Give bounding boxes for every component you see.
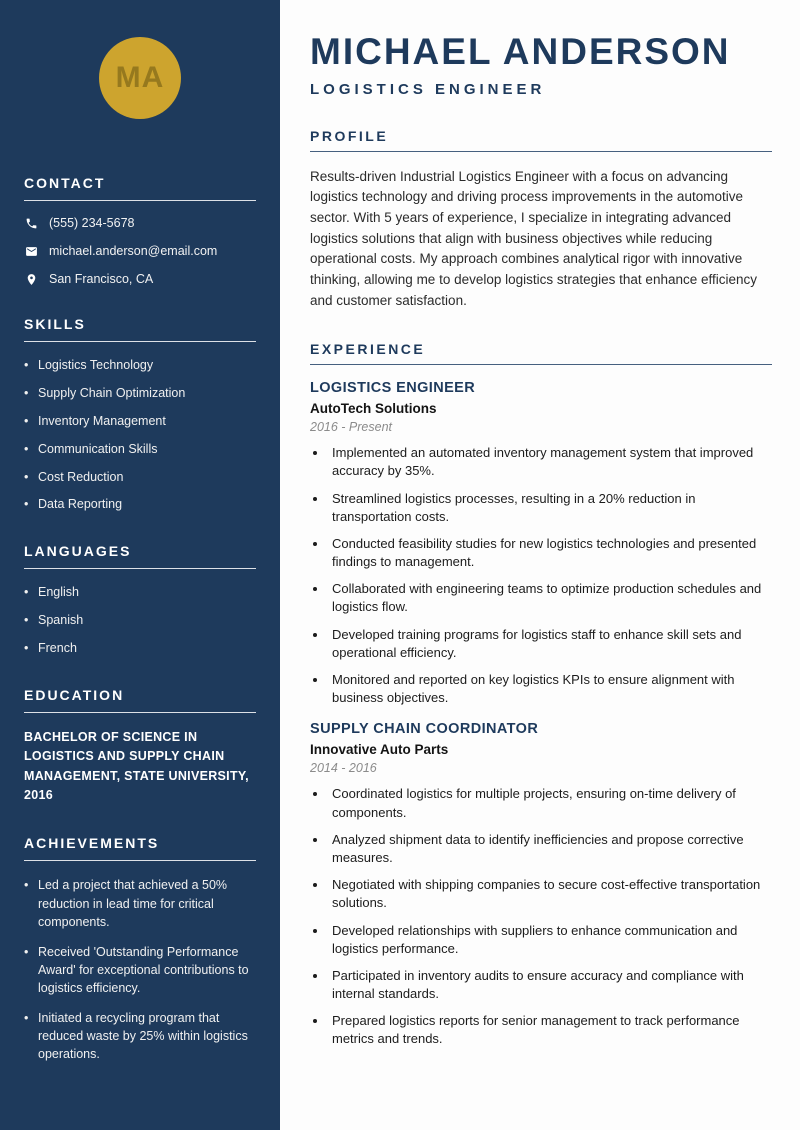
job-bullet: • Prepared logistics reports for senior management to track performance metrics and trends.: [328, 1012, 772, 1048]
candidate-job-title: LOGISTICS ENGINEER: [310, 80, 546, 98]
contact-email-text: michael.anderson@email.com: [49, 244, 218, 258]
experience-section-title: EXPERIENCE: [310, 341, 772, 365]
contact-phone-text: (555) 234-5678: [49, 216, 135, 230]
job-bullet: • Participated in inventory audits to ensure accuracy and compliance with internal standards.: [328, 967, 772, 1003]
job-bullet: • Monitored and reported on key logistics KPIs to ensure alignment with business objectives.: [328, 671, 772, 707]
contact-phone: [24, 216, 256, 230]
job-bullet: • Streamlined logistics processes, resulting in a 20% reduction in transportation costs.: [328, 490, 772, 526]
education-section-title: EDUCATION: [24, 687, 256, 713]
achievements-list: [24, 876, 256, 1063]
experience-job-2: [310, 721, 772, 1048]
job-bullet: • Conducted feasibility studies for new logistics technologies and presented findings to management.: [328, 535, 772, 571]
sidebar: [0, 0, 280, 1130]
achievements-section-title: ACHIEVEMENTS: [24, 835, 256, 861]
language-item: • English: [24, 584, 256, 601]
avatar-initials: MA: [115, 61, 165, 94]
education-section: [24, 687, 256, 806]
job-company: Innovative Auto Parts: [310, 742, 449, 758]
languages-section-title: LANGUAGES: [24, 543, 256, 569]
job-bullet: • Coordinated logistics for multiple projects, ensuring on-time delivery of components.: [328, 785, 772, 821]
location-pin-icon: [24, 272, 38, 286]
job-company: AutoTech Solutions: [310, 401, 437, 417]
profile-text: Results-driven Industrial Logistics Engineer with a focus on advancing logistics technology and driving process improvements in the automotive sector. With 5 years of experience, I specialize in integrating advanced logistics solutions that align with business objectives while reducing operational costs. My approach combines analytical rigor with innovative thinking, allowing me to develop logistics strategies that enhance efficiency and customer satisfaction.: [310, 168, 758, 308]
achievement-item: • Initiated a recycling program that reduced waste by 25% within logistics operations.: [24, 1009, 256, 1063]
phone-icon: [24, 216, 38, 230]
language-item: • Spanish: [24, 612, 256, 629]
job-bullet-list: [328, 444, 772, 707]
language-item: • French: [24, 640, 256, 657]
job-bullet: • Analyzed shipment data to identify inefficiencies and propose corrective measures.: [328, 831, 772, 867]
contact-section-title: CONTACT: [24, 175, 256, 201]
job-bullet: • Developed relationships with suppliers to enhance communication and logistics performance.: [328, 922, 772, 958]
skill-item: • Inventory Management: [24, 413, 256, 430]
contact-location-text: San Francisco, CA: [49, 272, 154, 286]
skills-section: [24, 316, 256, 513]
skill-item: • Supply Chain Optimization: [24, 385, 256, 402]
avatar: [99, 37, 181, 119]
job-bullet: • Negotiated with shipping companies to secure cost-effective transportation solutions.: [328, 876, 772, 912]
achievement-item: • Led a project that achieved a 50% reduction in lead time for critical components.: [24, 876, 256, 930]
job-dates: 2014 - 2016: [310, 761, 377, 776]
experience-job-1: [310, 380, 772, 707]
education-degree: BACHELOR OF SCIENCE IN LOGISTICS AND SUPPLY CHAIN MANAGEMENT, STATE UNIVERSITY, 2016: [24, 729, 249, 802]
job-role: SUPPLY CHAIN COORDINATOR: [310, 721, 539, 738]
email-icon: [24, 244, 38, 258]
job-bullet: • Developed training programs for logistics staff to enhance skill sets and operational efficiency.: [328, 626, 772, 662]
skills-section-title: SKILLS: [24, 316, 256, 342]
skill-item: • Communication Skills: [24, 441, 256, 458]
contact-section: [24, 175, 256, 286]
job-bullet: • Collaborated with engineering teams to optimize production schedules and logistics flow.: [328, 580, 772, 616]
skills-list: [24, 357, 256, 513]
languages-section: [24, 543, 256, 657]
skill-item: • Data Reporting: [24, 496, 256, 513]
candidate-name: MICHAEL ANDERSON: [310, 31, 731, 72]
job-bullet: • Implemented an automated inventory management system that improved accuracy by 35%.: [328, 444, 772, 480]
job-dates: 2016 - Present: [310, 420, 392, 435]
achievements-section: [24, 835, 256, 1063]
job-bullet-list: [328, 785, 772, 1048]
achievement-item: • Received 'Outstanding Performance Award' for exceptional contributions to logistics efficiency.: [24, 943, 256, 997]
job-role: LOGISTICS ENGINEER: [310, 380, 476, 397]
languages-list: [24, 584, 256, 657]
skill-item: • Logistics Technology: [24, 357, 256, 374]
skill-item: • Cost Reduction: [24, 469, 256, 486]
contact-email: [24, 244, 256, 258]
main-content: [280, 0, 800, 1130]
contact-location: [24, 272, 256, 286]
profile-section-title: PROFILE: [310, 128, 772, 152]
